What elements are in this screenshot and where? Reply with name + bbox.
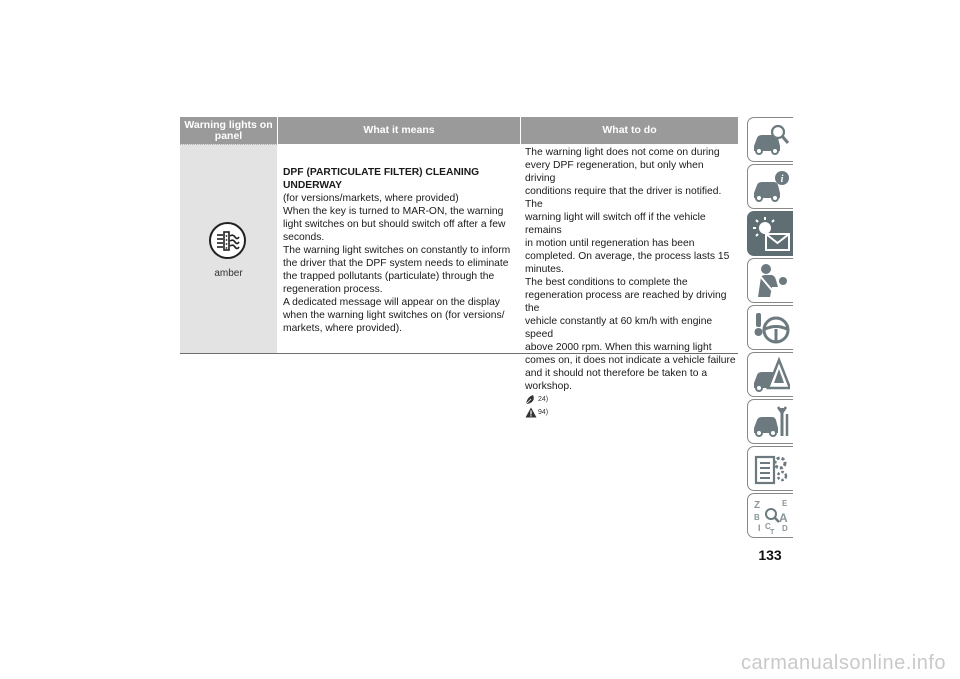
chapter-tab-maintenance[interactable] [747,399,793,444]
chapter-tab-technical-data[interactable] [747,446,793,491]
action-line: workshop. [525,381,572,392]
watermark: carmanualsonline.info [740,652,946,674]
specs-gears-icon [752,451,790,487]
action-line: in motion until regeneration has been [525,238,695,249]
svg-text:D: D [782,524,788,533]
svg-text:E: E [782,499,788,508]
car-magnifier-icon [752,122,790,158]
seatbelt-person-icon [752,263,790,299]
svg-text:B: B [754,513,760,522]
environment-note-icon [525,394,537,405]
meaning-line: markets, where provided). [283,323,403,334]
meaning-line: regeneration process. [283,284,383,295]
meaning-line: When the key is turned to MAR-ON, the warning [283,206,504,217]
svg-text:I: I [758,523,761,533]
action-cell [520,144,738,416]
table-header [180,117,738,144]
car-wrench-icon [752,404,790,440]
chapter-tab-index[interactable] [747,493,793,538]
svg-text:C: C [765,522,771,531]
warning-light-message-icon [752,216,792,254]
car-info-icon [752,169,790,205]
alphabetical-index-icon [752,498,790,534]
svg-text:i: i [780,174,784,185]
note-reference[interactable] [525,393,736,406]
meaning-line: light switches on but should switch off after a few [283,219,506,230]
chapter-tab-info[interactable] [747,164,793,209]
page-number: 133 [758,547,782,563]
meaning-line: seconds. [283,232,325,243]
action-line: and it should not therefore be taken to a [525,368,708,379]
steering-wheel-key-icon [752,310,790,346]
action-line: above 2000 rpm. When this warning light [525,342,712,353]
meaning-line: (for versions/markets, where provided) [283,193,459,204]
chapter-tab-knowing-vehicle[interactable] [747,117,793,162]
warning-triangle-icon [525,407,537,418]
action-line: completed. On average, the process lasts 15 [525,251,730,262]
header-warning-lights: Warning lights on panel [184,119,273,142]
meaning-line: the trapped pollutants (particulate) through the [283,271,495,282]
car-warning-triangle-icon [752,357,790,393]
chapter-tab-emergency[interactable] [747,352,793,397]
meaning-line: the driver that the DPF system needs to eliminate [283,258,509,269]
note-reference[interactable] [525,406,736,419]
meaning-cell [277,144,520,353]
meaning-line: The warning light switches on constantly to inform [283,245,511,256]
note-number: 94) [538,409,549,416]
action-line: conditions require that the driver is notified. The [525,186,722,210]
dpf-warning-light-icon [209,222,246,259]
svg-text:A: A [779,511,788,525]
note-number: 24) [538,396,549,403]
meaning-title: DPF (PARTICULATE FILTER) CLEANING UNDERWAY [283,167,480,191]
header-what-it-means: What it means [277,117,520,144]
meaning-line: A dedicated message will appear on the display [283,297,500,308]
warning-lights-table [180,117,738,416]
action-line: every DPF regeneration, but only when driving [525,160,704,184]
action-line: The best conditions to complete the [525,277,688,288]
action-line: vehicle constantly at 60 km/h with engine speed [525,316,713,340]
chapter-tab-warning-lights[interactable] [747,211,793,256]
action-line: comes on, it does not indicate a vehicle failure [525,355,736,366]
meaning-line: when the warning light switches on (for versions/ [283,310,505,321]
chapter-tab-safety[interactable] [747,258,793,303]
svg-text:Z: Z [754,500,761,511]
action-line: The warning light does not come on during [525,147,720,158]
warning-light-cell [180,144,277,353]
header-what-to-do: What to do [520,117,738,144]
table-row [180,144,738,416]
action-line: minutes. [525,264,564,275]
chapter-tab-starting-driving[interactable] [747,305,793,350]
action-line: regeneration process are reached by driving the [525,290,727,314]
svg-text:T: T [770,529,775,534]
action-line: warning light will switch off if the vehicle remains [525,212,706,236]
lamp-color-label: amber [214,268,243,279]
